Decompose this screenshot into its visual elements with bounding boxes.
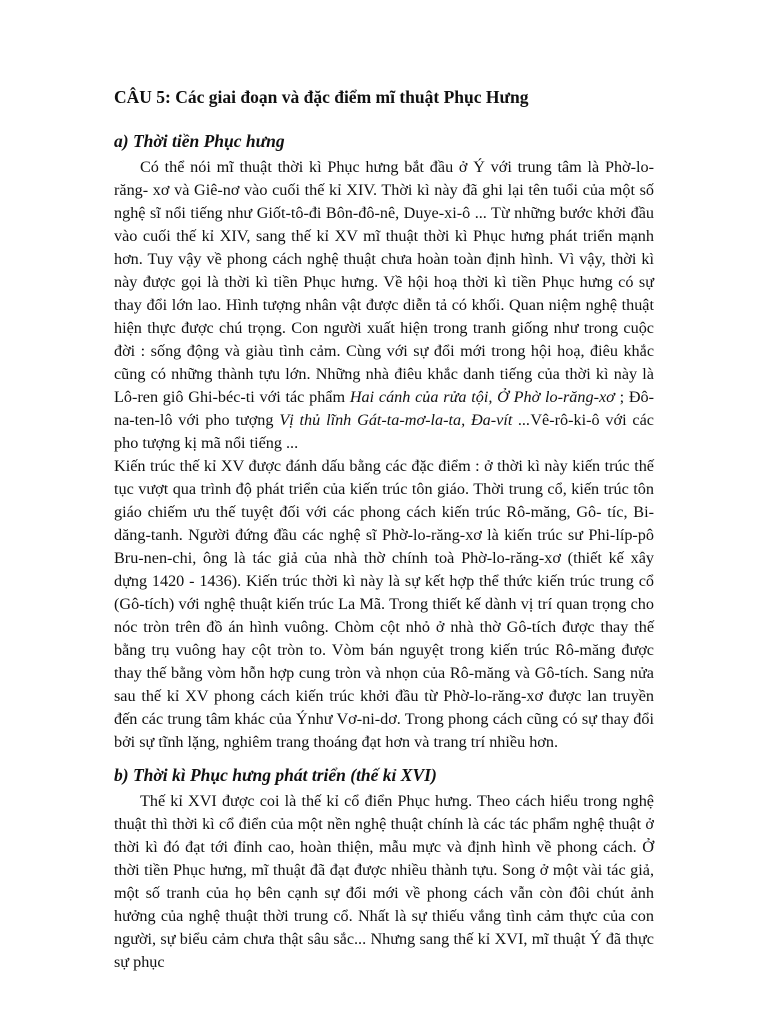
artwork-title: Hai cánh của rửa tội, Ở Phờ lo-răng-xơ — [349, 388, 615, 406]
section-a-paragraph-2: Kiến trúc thế kỉ XV được đánh dấu bằng các đặc điểm : ở thời kì này kiến trúc thế tục vượt qua trình độ phát triển của kiến trúc tôn giáo. Thời trung cổ, kiến trúc tôn giáo chiếm ưu thế tuyệt đối với các phong cách kiến trúc Rô-măng, Gô- tíc, Bi-dăng-tanh. Người đứng đầu các nghệ sĩ Phờ-lo-răng-xơ là kiến trúc sư Phi-líp-pô Bru-nen-chi, ông là tác giả của nhà thờ chính toà Phờ-lo-răng-xơ (thiết kế xây dựng 1420 - 1436). Kiến trúc thời kì này là sự kết hợp thể thức kiến trúc trung cổ (Gô-tích) với nghệ thuật kiến trúc La Mã. Trong thiết kế dành vị trí quan trọng cho nóc tròn trên đồ án hình vuông. Chòm cột nhỏ ở nhà thờ Gô-tích được thay thế bằng trụ vuông hay cột tròn to. Vòm bán nguyệt trong kiến trúc Rô-măng được thay thế bằng vòm hỗn hợp cung tròn và nhọn của Rô-măng và Gô-tích. Sang nửa sau thế kỉ XV phong cách kiến trúc khởi đầu từ Phờ-lo-răng-xơ được lan truyền đến các trung tâm khác của Ýnhư Vơ-ni-dơ. Trong phong cách cũng có sự thay đổi bởi sự tĩnh lặng, nghiêm trang thoáng đạt hơn và trang trí nhiều hơn. — [114, 457, 654, 751]
section-b-title: b) Thời kì Phục hưng phát triển (thế kỉ XVI) — [114, 765, 437, 785]
section-a-title: a) Thời tiền Phục hưng — [114, 131, 285, 151]
paragraph-text: ; Đô-na-ten-lô với pho tượng — [114, 388, 655, 429]
paragraph-text: Vê-rô-ki-ô với các pho tượng kị mã nổi tiếng ... — [114, 411, 654, 452]
section-a-paragraph-1 — [114, 156, 654, 455]
artwork-title: Vị thủ lĩnh Gát-ta-mơ-la-ta, Đa-vít ... — [279, 411, 531, 429]
page-title: CÂU 5: Các giai đoạn và đặc điểm mĩ thuật Phục Hưng — [114, 87, 529, 107]
paragraph-text: Có thể nói mĩ thuật thời kì Phục hưng bắt đầu ở Ý với trung tâm là Phờ-lo-răng- xơ và Giê-nơ vào cuối thế kỉ XIV. Thời kì này đã ghi lại tên tuổi của một số nghệ sĩ nổi tiếng như Giốt-tô-đi Bôn-đô-nê, Duye-xi-ô ... Từ những bước khởi đầu vào cuối thế kỉ XIV, sang thế kỉ XV mĩ thuật thời kì Phục hưng phát triển mạnh hơn. Tuy vậy về phong cách nghệ thuật chưa hoàn toàn định hình. Vì vậy, thời kì này được gọi là thời kì tiền Phục hưng. Về hội hoạ thời kì tiền Phục hưng có sự thay đổi lớn lao. Hình tượng nhân vật được diễn tả có khối. Quan niệm nghệ thuật hiện thực được chú trọng. Con người xuất hiện trong tranh giống như trong cuộc đời : sống động và giàu tình cảm. Cùng với sự đổi mới trong hội hoạ, điêu khắc cũng có những thành tựu lớn. Những nhà điêu khắc danh tiếng của thời kì này là Lô-ren giô Ghi-béc-ti với tác phẩm — [114, 158, 654, 406]
section-b-paragraph-1: Thế kỉ XVI được coi là thế kỉ cổ điển Phục hưng. Theo cách hiểu trong nghệ thuật thì thời kì cổ điển của một nền nghệ thuật chính là các tác phẩm nghệ thuật ở thời kì đó đạt tới đỉnh cao, hoàn thiện, mẫu mực và định hình về phong cách. Ở thời tiền Phục hưng, mĩ thuật đã đạt được nhiều thành tựu. Song ở một vài tác giả, một số tranh của họ bên cạnh sự đổi mới về phong cách vẫn còn đôi chút ảnh hưởng của nghệ thuật thời trung cổ. Nhất là sự thiếu vắng tình cảm thực của con người, sự biểu cảm chưa thật sâu sắc... Nhưng sang thế kỉ XVI, mĩ thuật Ý đã thực sự phục — [114, 792, 654, 971]
